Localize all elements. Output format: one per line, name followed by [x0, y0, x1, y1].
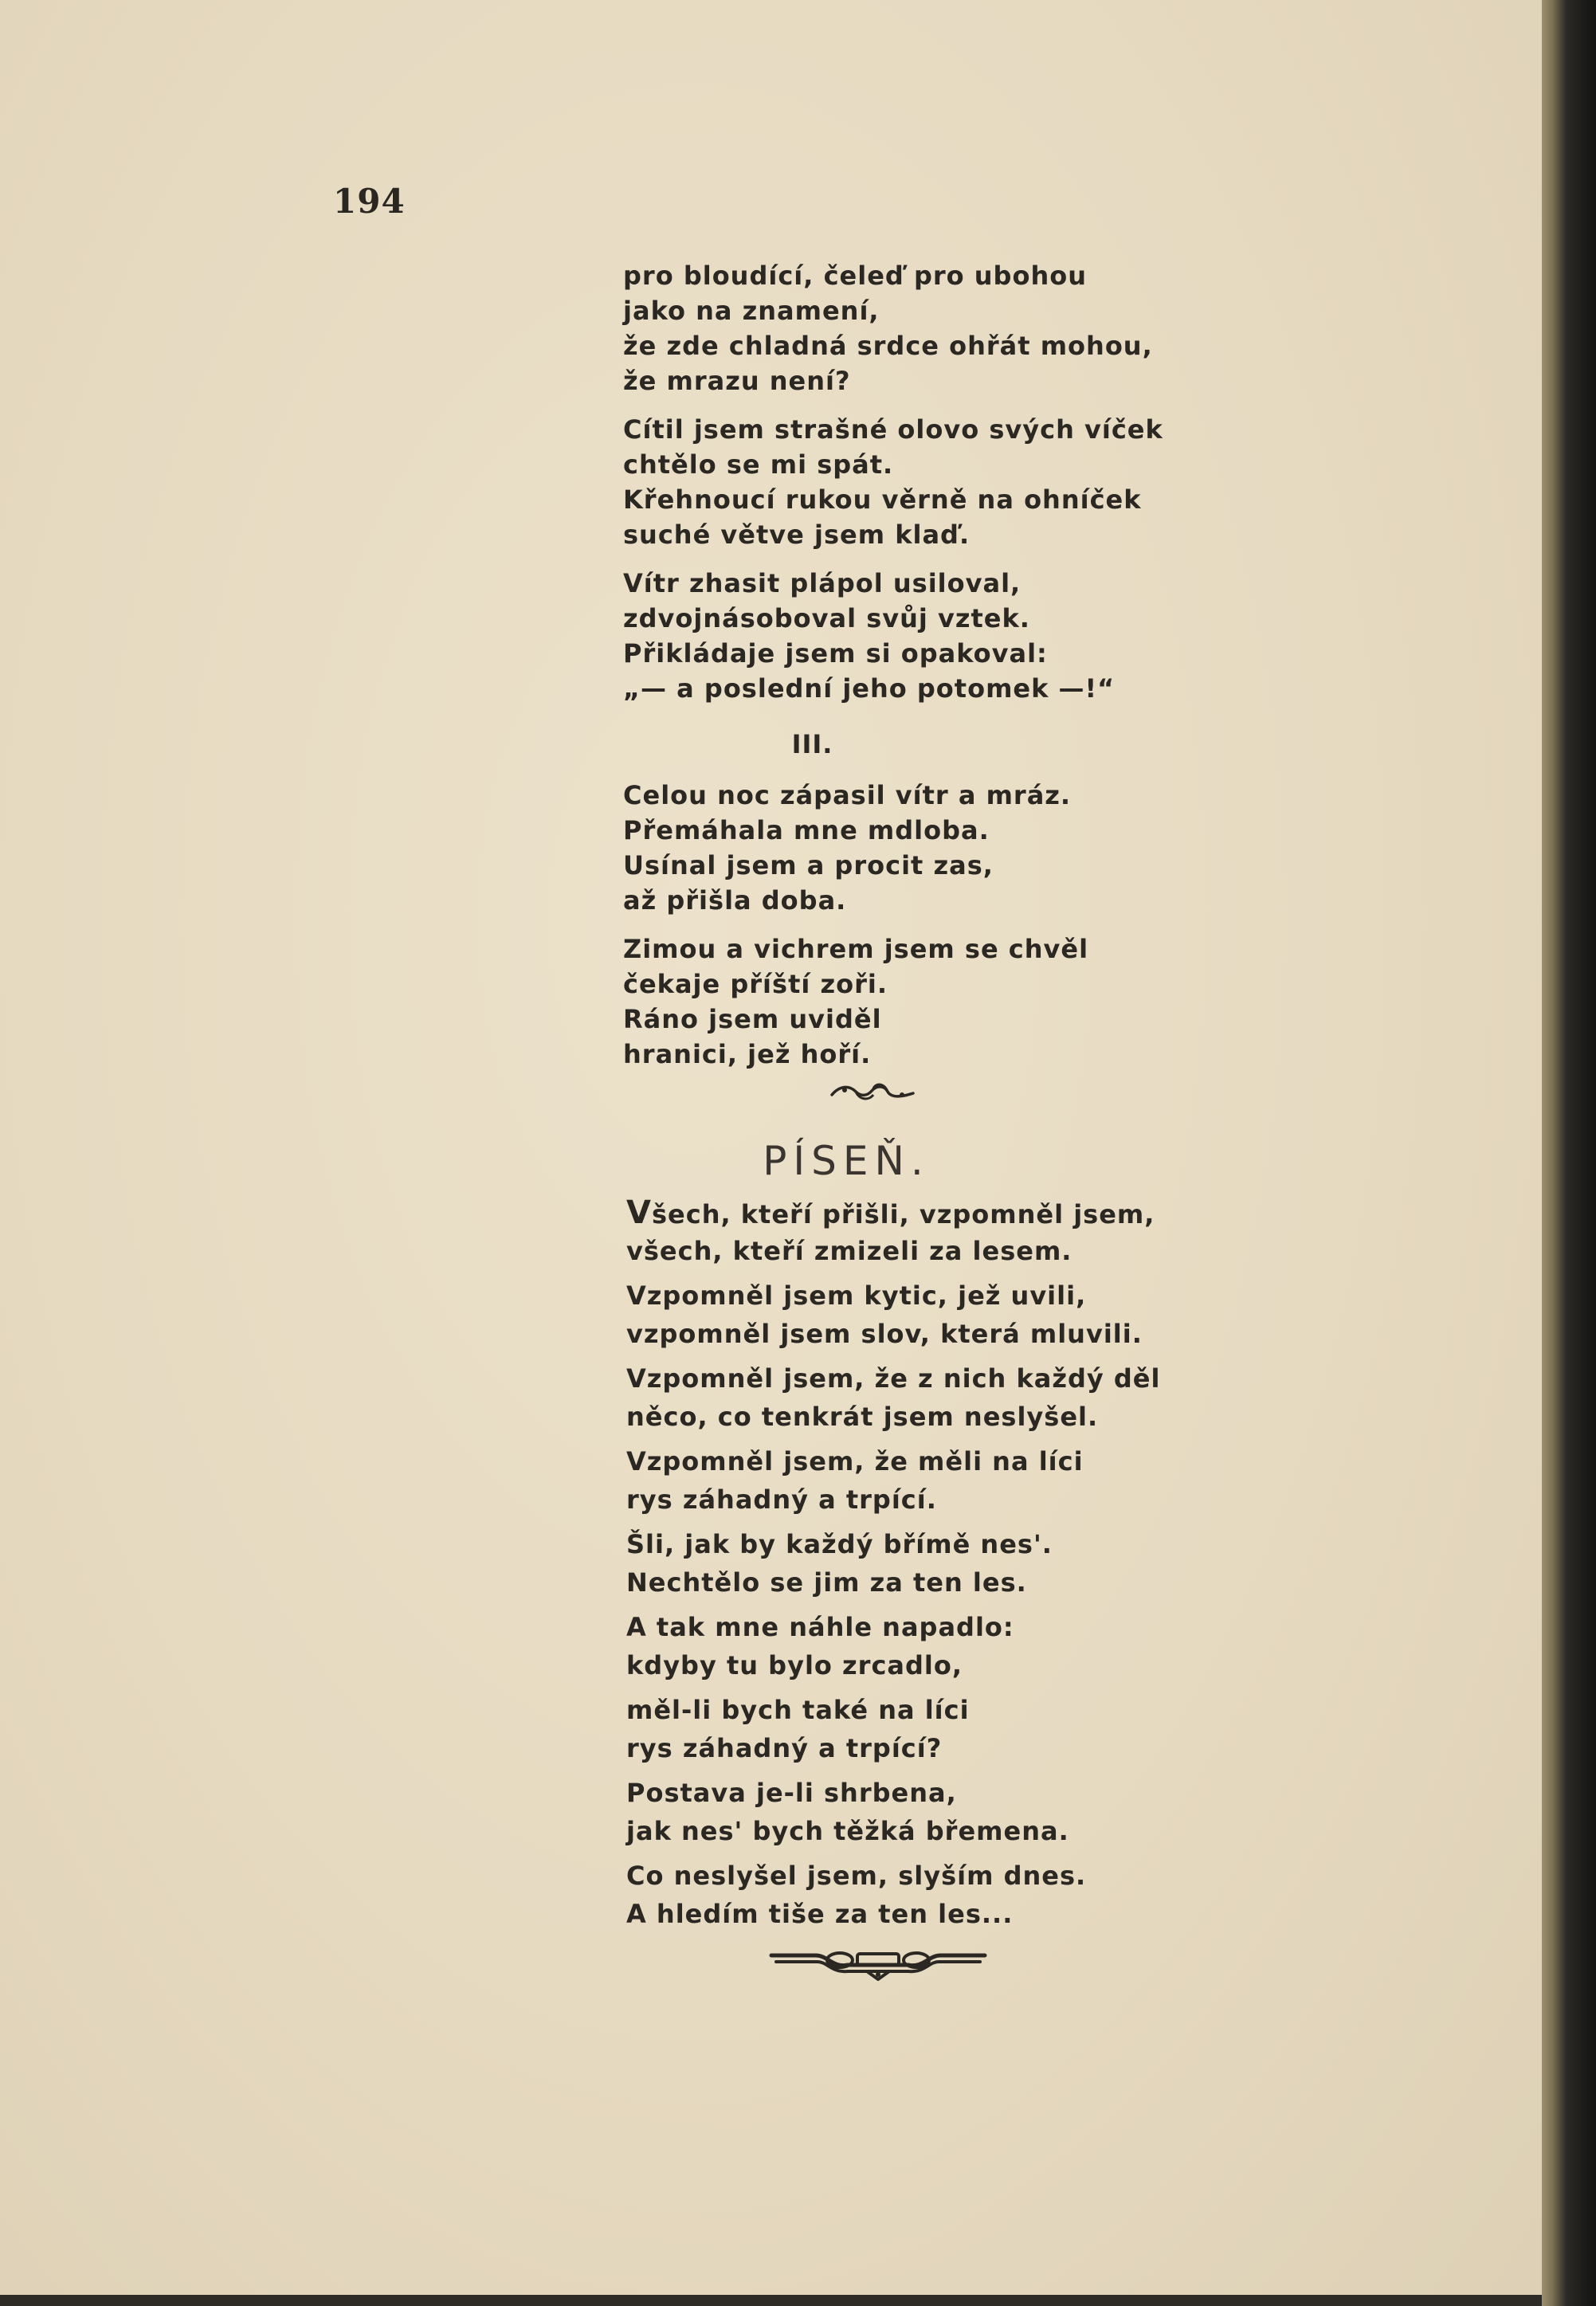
- verse-line: že zde chladná srdce ohřát mohou,: [623, 331, 1153, 361]
- song-poem: [626, 1194, 1200, 1939]
- verse-line: že mrazu není?: [623, 366, 851, 396]
- verse-line: [626, 1194, 1200, 1232]
- stanza: [626, 1442, 1200, 1519]
- verse-line: Ráno jsem uviděl: [623, 1004, 882, 1034]
- verse-line: A tak mne náhle napadlo:: [626, 1612, 1014, 1642]
- verse-line: Šli, jak by každý břímě nes'.: [626, 1529, 1053, 1559]
- verse-line: A hledím tiše za ten les...: [626, 1899, 1014, 1929]
- page-bottom-edge: [0, 2295, 1542, 2306]
- verse-line: čekaje příští zoři.: [623, 969, 888, 999]
- verse-line: Přemáhala mne mdloba.: [623, 815, 990, 845]
- verse-line: Zimou a vichrem jsem se chvěl: [623, 934, 1089, 964]
- verse-line: něco, co tenkrát jsem neslyšel.: [626, 1402, 1099, 1432]
- stanza: [626, 1857, 1200, 1933]
- initial-letter: V: [626, 1194, 652, 1231]
- verse-line-text: šech, kteří přišli, vzpomněl jsem,: [651, 1199, 1155, 1229]
- verse-line: Vzpomněl jsem kytic, jež uvili,: [626, 1280, 1087, 1311]
- stanza: [623, 258, 1197, 398]
- section-number: III.: [791, 729, 833, 759]
- verse-line: rys záhadný a trpící.: [626, 1484, 937, 1515]
- verse-line: Usínal jsem a procit zas,: [623, 850, 994, 880]
- stanza: [623, 566, 1197, 706]
- verse-line: Křehnoucí rukou věrně na ohníček: [623, 484, 1142, 515]
- verse-line: zdvojnásoboval svůj vztek.: [623, 603, 1030, 633]
- stanza: [626, 1525, 1200, 1602]
- stanza: [626, 1774, 1200, 1850]
- verse-line: kdyby tu bylo zrcadlo,: [626, 1650, 963, 1680]
- verse-line: všech, kteří zmizeli za lesem.: [626, 1236, 1072, 1266]
- verse-line: Postava je-li shrbena,: [626, 1778, 957, 1808]
- verse-line: Vzpomněl jsem, že z nich každý děl: [626, 1363, 1161, 1394]
- book-spine: [1542, 0, 1596, 2306]
- verse-line: pro bloudící, čeleď pro ubohou: [623, 261, 1087, 291]
- stanza: [626, 1277, 1200, 1353]
- stanza: [626, 1359, 1200, 1436]
- verse-line: hranici, jež hoří.: [623, 1039, 872, 1069]
- verse-line: Vzpomněl jsem, že měli na líci: [626, 1446, 1084, 1477]
- vine-ornament-icon: [829, 1080, 916, 1104]
- stanza: [626, 1691, 1200, 1767]
- verse-line: Nechtělo se jim za ten les.: [626, 1567, 1027, 1598]
- verse-line: vzpomněl jsem slov, která mluvili.: [626, 1319, 1143, 1349]
- verse-line: rys záhadný a trpící?: [626, 1733, 943, 1763]
- verse-line: jako na znamení,: [623, 296, 880, 326]
- verse-line: Celou noc zápasil vítr a mráz.: [623, 780, 1072, 810]
- verse-line: jak nes' bych těžká břemena.: [626, 1816, 1069, 1846]
- poem-part-2: [623, 778, 1197, 1085]
- verse-line: „— a poslední jeho potomek —!“: [623, 673, 1116, 704]
- song-title: PÍSEŇ.: [763, 1138, 930, 1184]
- verse-line: Přikládaje jsem si opakoval:: [623, 638, 1048, 669]
- poem-part-1: [623, 258, 1197, 720]
- tailpiece-ornament-icon: [768, 1944, 988, 1981]
- verse-line: měl-li bych také na líci: [626, 1695, 970, 1725]
- verse-line: Cítil jsem strašné olovo svých víček: [623, 414, 1163, 445]
- stanza: [623, 931, 1197, 1072]
- verse-line: až přišla doba.: [623, 885, 847, 916]
- page-number: 194: [333, 182, 406, 221]
- stanza: [626, 1194, 1200, 1270]
- stanza: [623, 412, 1197, 552]
- stanza: [623, 778, 1197, 918]
- verse-line: Vítr zhasit plápol usiloval,: [623, 568, 1022, 598]
- verse-line: suché větve jsem klaď.: [623, 520, 971, 550]
- verse-line: Co neslyšel jsem, slyším dnes.: [626, 1861, 1087, 1891]
- stanza: [626, 1608, 1200, 1684]
- verse-line: chtělo se mi spát.: [623, 449, 894, 480]
